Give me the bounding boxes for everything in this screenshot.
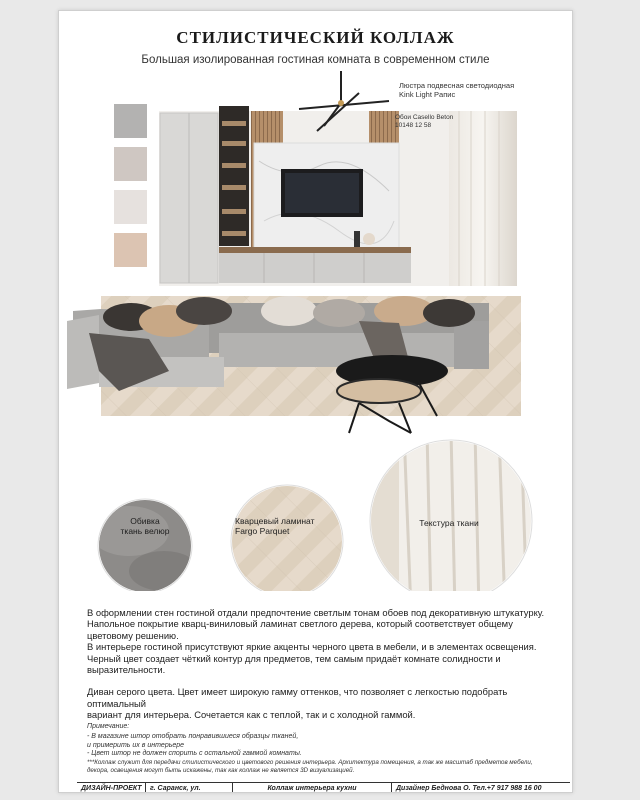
notes-heading: Примечание:: [87, 723, 130, 730]
page-subtitle: Большая изолированная гостиная комната в современном стиле: [141, 54, 490, 66]
chandelier-tag-line1: Люстра подвесная светодиодная: [399, 81, 515, 90]
laminate-label: [235, 516, 335, 536]
notes-line: - Цвет штор не должен спорить с остальной гаммой комнаты.: [87, 750, 302, 758]
footer-studio: ДИЗАЙН-ПРОЕКТ: [77, 783, 146, 793]
curtain-label-line1: Текстура ткани: [419, 518, 479, 528]
notes: [87, 723, 557, 775]
chandelier-tag: [399, 81, 514, 99]
wallpaper-tag: [395, 114, 453, 130]
footer-project: Коллаж интерьера кухни: [233, 783, 392, 793]
notes-disclaimer: ***Коллаж служит для передачи стилистического и цветового решения интерьера. Архитектура помещения, а так же масштаб предметов мебели,: [87, 758, 533, 766]
description-line: вариант для интерьера. Сочетается как с теплой, так и с холодной гаммой.: [87, 709, 416, 721]
laminate-label-line2: Fargo Parquet: [235, 526, 290, 536]
collage-sheet: [58, 10, 573, 793]
page-title: СТИЛИСТИЧЕСКИЙ КОЛЛАЖ: [176, 28, 455, 47]
notes-disclaimer: декора, освещения могут быть искажены, так как коллаж не является 3D визуализацией.: [87, 767, 355, 775]
description-line: В оформлении стен гостиной отдали предпочтение светлым тонам обоев под декоративную штукатурку.: [87, 607, 545, 618]
laminate-label-line1: Кварцевый ламинат: [235, 516, 315, 526]
description-line: Диван серого цвета. Цвет имеет широкую гамму оттенков, что позволяет с легкостью подобрать оптимальный: [87, 686, 508, 709]
living-room-collage: [59, 71, 572, 591]
fabric-label-line1: Обивка: [130, 516, 160, 526]
description-line: цветовому решению.: [87, 629, 179, 641]
fabric-label-line2: ткань велюр: [120, 526, 170, 536]
fabric-label: [105, 516, 185, 536]
description-line: Напольное покрытие кварц-виниловый ламинат светлого дерева, который соответствует общему: [87, 618, 513, 630]
notes-line: и примерить их в интерьере: [87, 741, 185, 749]
description-line: В интерьере гостиной присутствуют яркие акценты черного цвета в мебели, и в элементах освещения.: [87, 641, 537, 653]
notes-line: - В магазине штор отобрать понравившиеся образцы тканей,: [87, 733, 299, 741]
title-block: [77, 782, 570, 793]
chandelier-tag-line2: Kink Light Paпис: [399, 90, 456, 99]
description-text: [87, 607, 557, 721]
footer-city: г. Саранск, ул.: [146, 783, 233, 793]
footer-designer: Дизайнер Беднова О. Тел.+7 917 988 16 00: [396, 785, 542, 792]
wallpaper-tag-line2: 10148 12 58: [395, 122, 432, 129]
description-line: Черный цвет создает чёткий контур для предметов, тем самым придаёт комнате солидности и выразительности.: [87, 652, 501, 676]
curtain-label: [399, 518, 499, 528]
description-line: [87, 675, 557, 686]
wallpaper-tag-line1: Обои Casello Beton: [395, 114, 454, 121]
